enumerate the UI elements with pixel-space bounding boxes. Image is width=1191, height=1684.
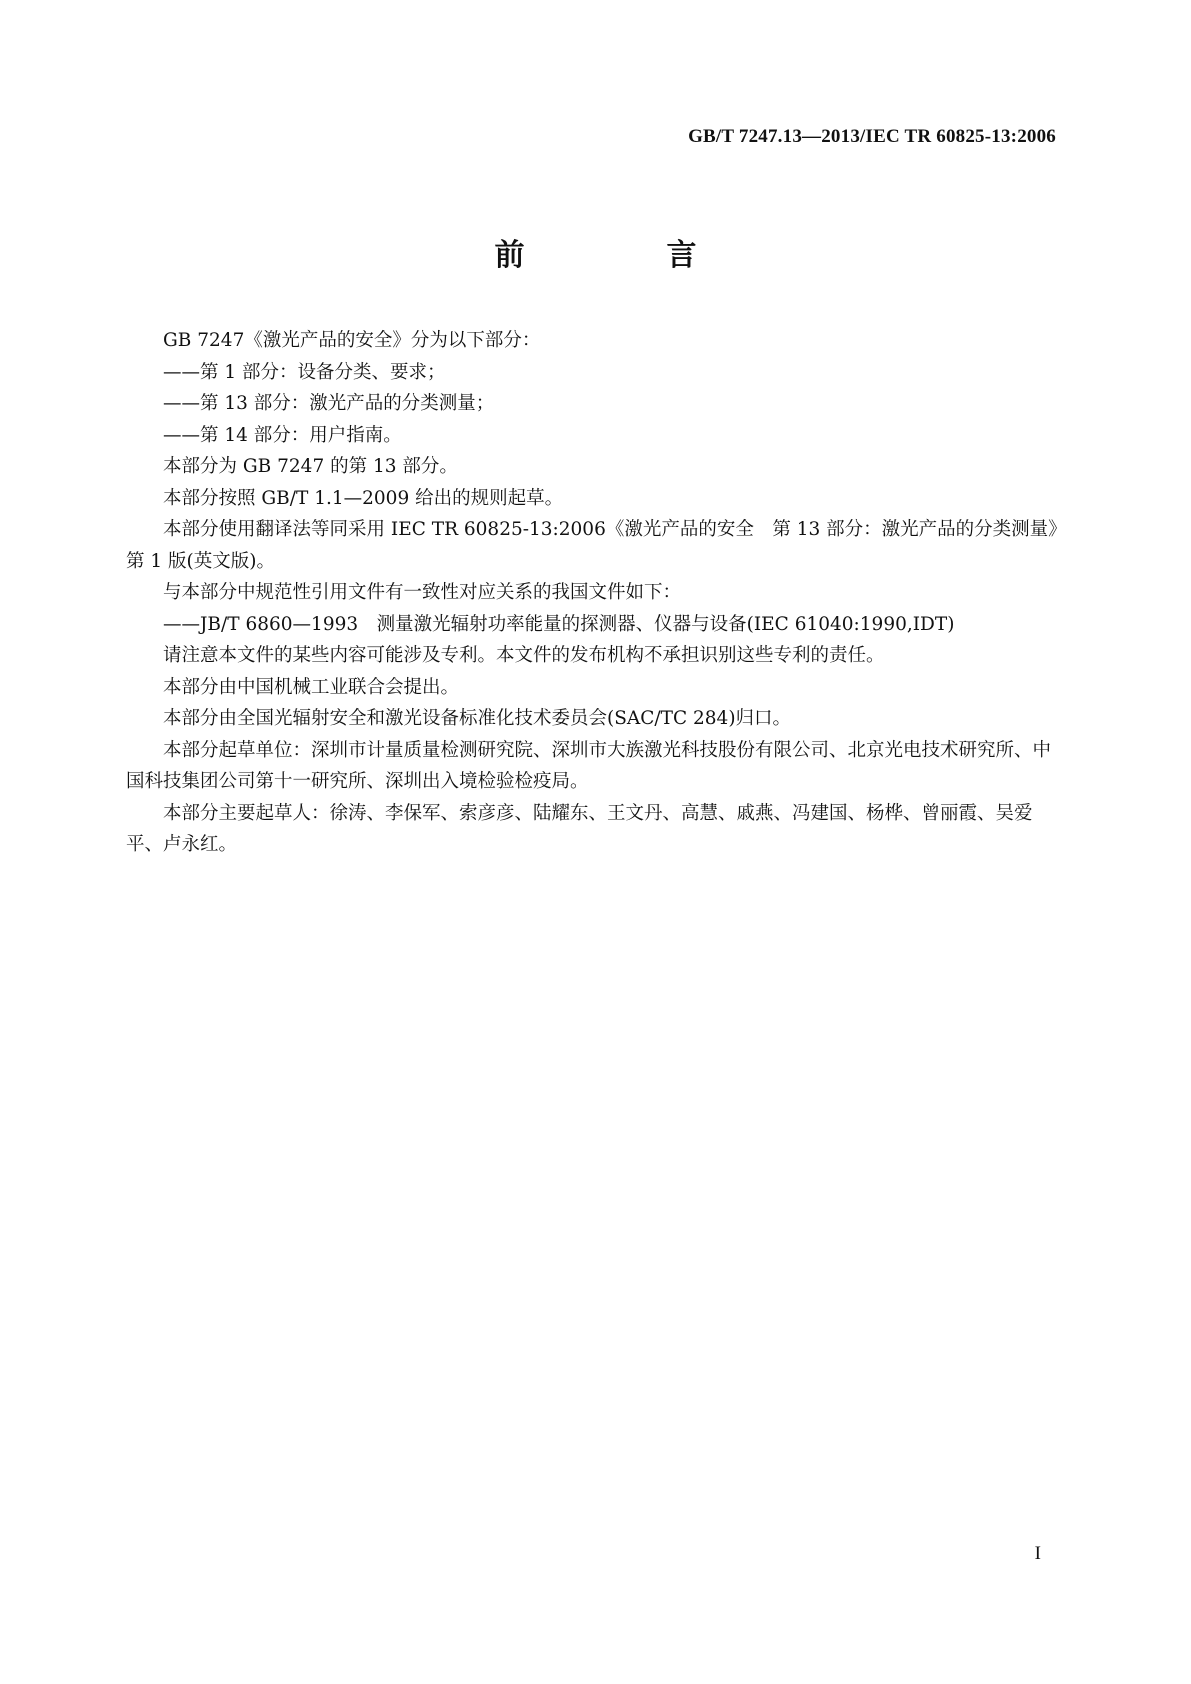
paragraph-proposed-by: 本部分由中国机械工业联合会提出。 bbox=[163, 676, 460, 698]
paragraph-this-part: 本部分为 GB 7247 的第 13 部分。 bbox=[163, 456, 458, 477]
list-item-part-13: ——第 13 部分：激光产品的分类测量； bbox=[163, 393, 495, 414]
paragraph-parts-intro: GB 7247《激光产品的安全》分为以下部分： bbox=[163, 330, 541, 351]
paragraph-drafting-organizations: 本部分起草单位：深圳市计量质量检测研究院、深圳市大族激光科技股份有限公司、北京光电技术研究所、中国科技集团公司第十一研究所、深圳出入境检验检疫局。 bbox=[126, 739, 1052, 792]
list-item-part-14: ——第 14 部分：用户指南。 bbox=[163, 424, 402, 446]
paragraph-patent-notice: 请注意本文件的某些内容可能涉及专利。本文件的发布机构不承担识别这些专利的责任。 bbox=[163, 645, 885, 666]
paragraph-main-drafters: 本部分主要起草人：徐涛、李保军、索彦彦、陆耀东、王文丹、高慧、戚燕、冯建国、杨桦、曾丽霞、吴爱平、卢永红。 bbox=[126, 802, 1033, 855]
foreword-body bbox=[126, 325, 1066, 861]
paragraph-normative-references: 与本部分中规范性引用文件有一致性对应关系的我国文件如下： bbox=[163, 582, 682, 603]
standard-code-header: GB/T 7247.13—2013/IEC TR 60825-13:2006 bbox=[688, 126, 1056, 147]
paragraph-translation-method: 本部分使用翻译法等同采用 IEC TR 60825-13:2006《激光产品的安全 第 13 部分：激光产品的分类测量》第 1 版(英文版)。 bbox=[126, 519, 1058, 572]
list-item-part-1: ——第 1 部分：设备分类、要求； bbox=[163, 361, 446, 383]
page-title: 前 言 bbox=[494, 238, 753, 273]
list-item-jbt-6860: ——JB/T 6860—1993 测量激光辐射功率能量的探测器、仪器与设备(IEC 61040:1990,IDT) bbox=[163, 613, 955, 635]
page-number: I bbox=[1034, 1543, 1041, 1564]
paragraph-drafting-rules: 本部分按照 GB/T 1.1—2009 给出的规则起草。 bbox=[163, 487, 564, 509]
paragraph-responsible-committee: 本部分由全国光辐射安全和激光设备标准化技术委员会(SAC/TC 284)归口。 bbox=[163, 708, 792, 729]
